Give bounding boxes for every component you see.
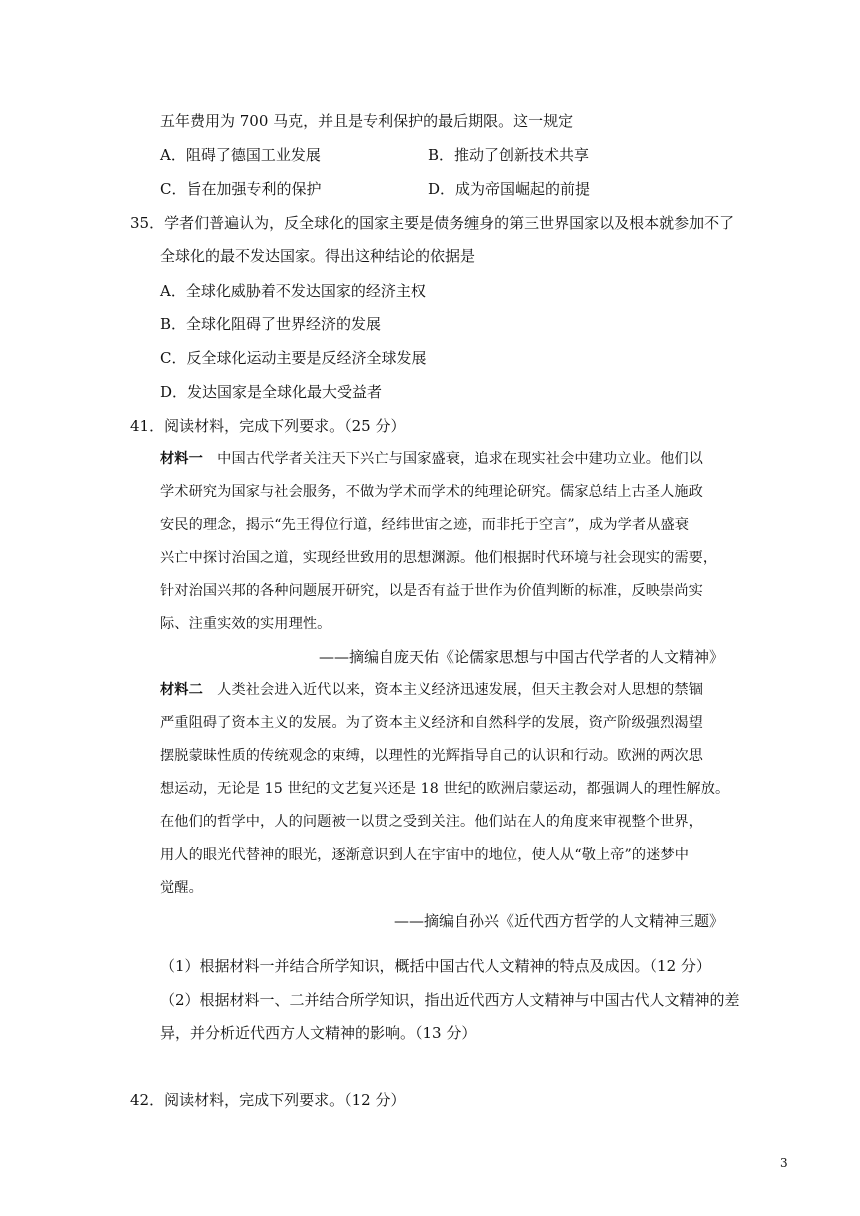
material1-line-5: 针对治国兴邦的各种问题展开研究，以是否有益于世作为价值判断的标准，反映崇尚实 [160, 583, 703, 599]
q41-task-2-line-1: （2）根据材料一、二并结合所学知识，指出近代西方人文精神与中国古代人文精神的差 [160, 991, 740, 1009]
q34-option-b: B．推动了创新技术共享 [428, 146, 590, 164]
material2-label: 材料二 [160, 682, 203, 698]
q35-option-d: D．发达国家是全球化最大受益者 [160, 383, 383, 401]
material1-text: 中国古代学者关注天下兴亡与国家盛衰，追求在现实社会中建功立业。他们以 [217, 451, 703, 467]
material1-line-2: 学术研究为国家与社会服务，不做为学术而学术的纯理论研究。儒家总结上古圣人施政 [160, 484, 703, 500]
material2-line-7: 觉醒。 [160, 880, 203, 896]
material1-line-1 [160, 448, 703, 470]
material2-line-1 [160, 679, 703, 701]
material1-line-3: 安民的理念，揭示“先王得位行道，经纬世宙之迹，而非托于空言”，成为学者从盛衰 [160, 517, 690, 533]
q35-option-a: A．全球化威胁着不发达国家的经济主权 [160, 282, 426, 300]
q34-option-d: D．成为帝国崛起的前提 [428, 180, 591, 198]
material1-source: ——摘编自庞天佑《论儒家思想与中国古代学者的人文精神》 [318, 648, 724, 666]
material2-line-5: 在他们的哲学中，人的问题被一以贯之受到关注。他们站在人的角度来审视整个世界， [160, 814, 703, 830]
q35-stem-line-1: 35．学者们普遍认为，反全球化的国家主要是债务缠身的第三世界国家以及根本就参加不了 [130, 214, 735, 232]
q41-task-1: （1）根据材料一并结合所学知识，概括中国古代人文精神的特点及成因。（12 分） [160, 957, 711, 975]
material2-source: ——摘编自孙兴《近代西方哲学的人文精神三题》 [393, 912, 724, 930]
page-number: 3 [780, 1156, 788, 1170]
material2-text: 人类社会进入近代以来，资本主义经济迅速发展，但天主教会对人思想的禁锢 [217, 682, 703, 698]
q41-task-2-line-2: 异，并分析近代西方人文精神的影响。（13 分） [160, 1024, 477, 1042]
material1-label: 材料一 [160, 451, 203, 467]
material2-line-2: 严重阻碍了资本主义的发展。为了资本主义经济和自然科学的发展，资产阶级强烈渴望 [160, 715, 703, 731]
material1-line-6: 际、注重实效的实用理性。 [160, 616, 332, 632]
q42-stem: 42．阅读材料，完成下列要求。（12 分） [130, 1091, 406, 1109]
material2-line-6: 用人的眼光代替神的眼光，逐渐意识到人在宇宙中的地位，使人从“敬上帝”的迷梦中 [160, 847, 690, 863]
material1-line-4: 兴亡中探讨治国之道，实现经世致用的思想渊源。他们根据时代环境与社会现实的需要， [160, 550, 718, 566]
q35-stem-line-2: 全球化的最不发达国家。得出这种结论的依据是 [160, 247, 476, 265]
material2-line-3: 摆脱蒙昧性质的传统观念的束缚，以理性的光辉指导自己的认识和行动。欧洲的两次思 [160, 748, 703, 764]
q41-stem: 41．阅读材料，完成下列要求。（25 分） [130, 417, 406, 435]
q34-option-c: C．旨在加强专利的保护 [160, 180, 322, 198]
q34-stem-tail: 五年费用为 700 马克，并且是专利保护的最后期限。这一规定 [160, 112, 574, 130]
q35-option-b: B．全球化阻碍了世界经济的发展 [160, 315, 382, 333]
q35-option-c: C．反全球化运动主要是反经济全球发展 [160, 349, 427, 367]
q34-option-a: A．阻碍了德国工业发展 [160, 146, 321, 164]
material2-line-4: 想运动，无论是 15 世纪的文艺复兴还是 18 世纪的欧洲启蒙运动，都强调人的理性解放。 [160, 781, 730, 797]
